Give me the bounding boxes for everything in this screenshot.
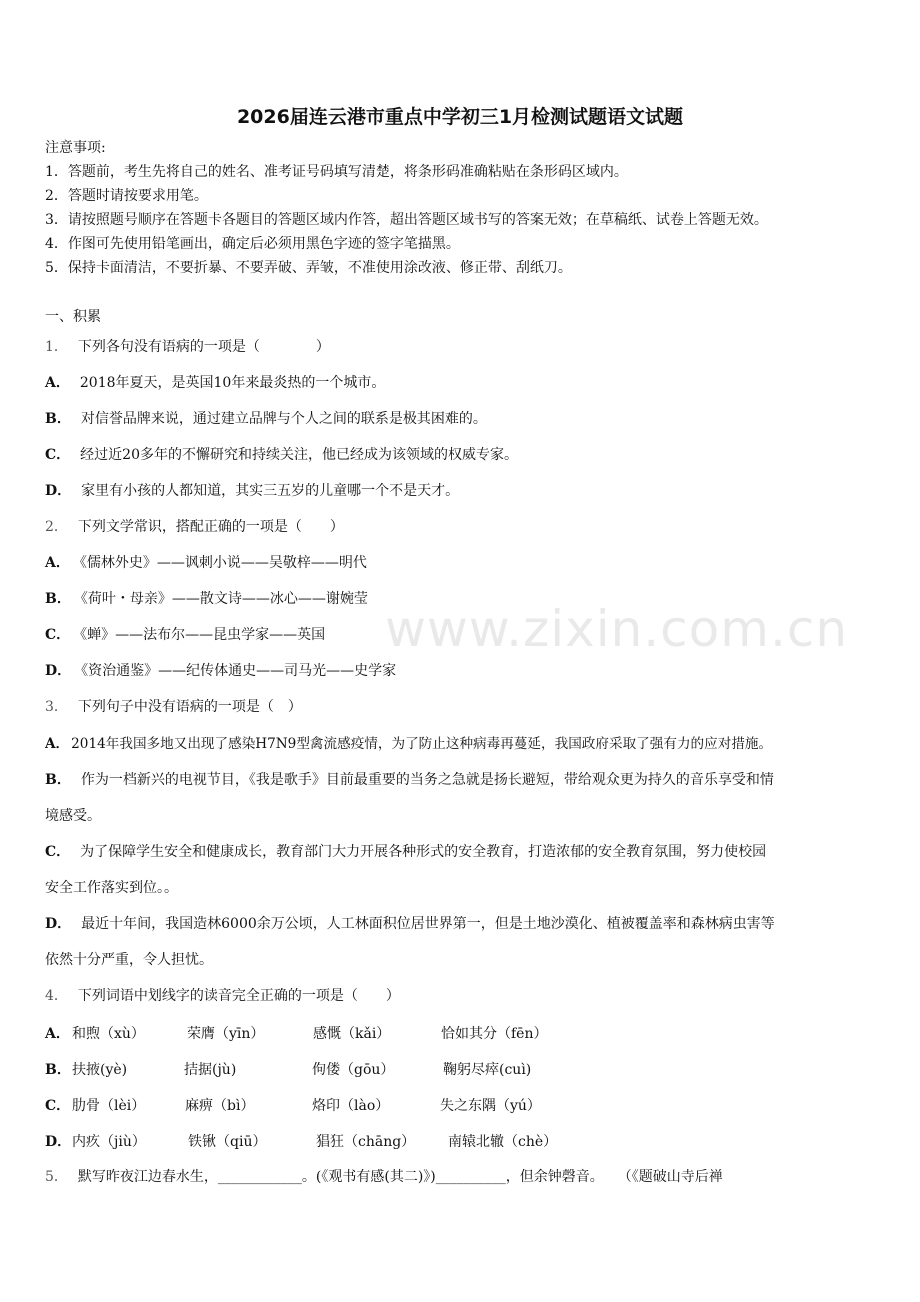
option-text: 对信誉品牌来说，通过建立品牌与个人之间的联系是极其困难的。 (80, 411, 487, 427)
q3-option-c (45, 842, 766, 862)
option-text: 2014年我国多地又出现了感染H7N9型禽流感疫情，为了防止这种病毒再蔓延，我国政府采取了强有力的应对措施。 (71, 736, 773, 752)
option-word: 铁锹（qiū） (188, 1134, 267, 1150)
option-word: 内疚（jiù） (72, 1134, 146, 1150)
question-text: 默写昨夜江边春水生，____________。(《观书有感(其二)》)__________，但余钟磬音。 （《题破山寺后禅 (77, 1169, 723, 1185)
option-label: C． (45, 1098, 71, 1114)
section-heading: 一、积累 (45, 309, 101, 325)
question-stem: 下列文学常识，搭配正确的一项是（ ） (77, 519, 344, 535)
option-label: A． (45, 555, 70, 571)
q3-option-b (45, 770, 774, 790)
question-number: 3． (45, 699, 68, 715)
question-stem: 下列句子中没有语病的一项是（ ） (77, 699, 302, 715)
q3-option-a (45, 734, 772, 754)
option-word: 猖狂（chāng） (316, 1134, 416, 1150)
option-word: 恰如其分（fēn） (441, 1026, 548, 1042)
question-number: 4． (45, 988, 68, 1004)
option-text: 经过近20多年的不懈研究和持续关注，他已经成为该领域的权威专家。 (80, 447, 518, 463)
option-text: 作为一档新兴的电视节目，《我是歌手》目前最重要的当务之急就是扬长避短，带给观众更为持久的音乐享受和情 (80, 772, 774, 788)
q2-option-b (45, 589, 368, 609)
question-3 (45, 697, 302, 717)
q3-option-b-cont: 境感受。 (45, 808, 101, 824)
option-word: 失之东隅（yú） (440, 1098, 541, 1114)
note-item: 5．保持卡面清洁，不要折暴、不要弄破、弄皱，不准使用涂改液、修正带、刮纸刀。 (45, 260, 572, 276)
option-word: 感慨（kǎi） (313, 1026, 391, 1042)
option-word: 和煦（xù） (72, 1026, 145, 1042)
note-item: 3．请按照题号顺序在答题卡各题目的答题区域内作答，超出答题区域书写的答案无效；在草稿纸、试卷上答题无效。 (45, 212, 768, 228)
q3-option-d (45, 914, 775, 934)
q2-option-a (45, 553, 367, 573)
question-stem: 下列词语中划线字的读音完全正确的一项是（ ） (77, 988, 400, 1004)
option-text: 《资治通鉴》——纪传体通史——司马光——史学家 (81, 663, 397, 679)
note-item: 1．答题前，考生先将自己的姓名、准考证号码填写清楚，将条形码准确粘贴在条形码区域内。 (45, 164, 628, 180)
option-label: A． (45, 1026, 70, 1042)
q1-option-c (45, 445, 518, 465)
option-word: 麻痹（bì） (185, 1098, 255, 1114)
option-word: 南辕北辙（chè） (448, 1134, 558, 1150)
option-label: A． (45, 736, 70, 752)
option-label: B． (45, 1062, 71, 1078)
question-5 (45, 1167, 723, 1187)
option-word: 扶掖(yè) (72, 1062, 128, 1078)
option-word: 鞠躬尽瘁(cuì) (443, 1062, 532, 1078)
option-text: 《荷叶・母亲》——散文诗——冰心——谢婉莹 (80, 591, 368, 607)
option-text: 家里有小孩的人都知道，其实三五岁的儿童哪一个不是天才。 (81, 483, 460, 499)
q1-option-b (45, 409, 487, 429)
option-text: 《儒林外史》——讽刺小说——吴敬梓——明代 (79, 555, 367, 571)
option-label: B． (45, 411, 71, 427)
q3-option-c-cont: 安全工作落实到位。。 (45, 880, 178, 896)
question-number: 5． (45, 1169, 68, 1185)
page-title: 2026届连云港市重点中学初三1月检测试题语文试题 (236, 106, 684, 128)
option-word: 拮据(jù) (184, 1062, 237, 1078)
option-label: C． (45, 447, 71, 463)
q1-option-a (45, 373, 385, 393)
option-word: 佝偻（gōu） (312, 1062, 395, 1078)
option-label: B． (45, 591, 71, 607)
q2-option-c (45, 625, 325, 645)
option-text: 为了保障学生安全和健康成长，教育部门大力开展各种形式的安全教育，打造浓郁的安全教育氛围，努力使校园 (80, 844, 767, 860)
question-number: 2． (45, 519, 68, 535)
option-text: 2018年夏天，是英国10年来最炎热的一个城市。 (79, 375, 386, 391)
watermark: www.zixin.com.cn (385, 600, 849, 658)
question-2 (45, 517, 344, 537)
option-label: B． (45, 772, 71, 788)
option-label: D． (45, 916, 72, 932)
question-1 (45, 337, 330, 357)
option-text: 最近十年间，我国造林6000余万公顷，人工林面积位居世界第一，但是土地沙漠化、植被覆盖率和森林病虫害等 (81, 916, 775, 932)
note-item: 4．作图可先使用铅笔画出，确定后必须用黑色字迹的签字笔描黑。 (45, 236, 460, 252)
note-item: 2．答题时请按要求用笔。 (45, 188, 208, 204)
option-label: D． (45, 483, 72, 499)
question-number: 1． (45, 339, 68, 355)
option-label: D． (45, 663, 72, 679)
q2-option-d (45, 661, 396, 681)
question-stem: 下列各句没有语病的一项是（ ） (77, 339, 330, 355)
option-label: C． (45, 627, 71, 643)
option-label: D． (45, 1134, 72, 1150)
question-4 (45, 986, 400, 1006)
option-word: 烙印（lào） (312, 1098, 390, 1114)
option-text: 《蝉》——法布尔——昆虫学家——英国 (80, 627, 326, 643)
option-word: 肋骨（lèi） (72, 1098, 146, 1114)
q1-option-d (45, 481, 459, 501)
option-label: C． (45, 844, 71, 860)
notes-heading: 注意事项: (45, 140, 106, 156)
option-label: A． (45, 375, 70, 391)
q3-option-d-cont: 依然十分严重，令人担忧。 (45, 952, 213, 968)
option-word: 荣膺（yīn） (187, 1026, 265, 1042)
